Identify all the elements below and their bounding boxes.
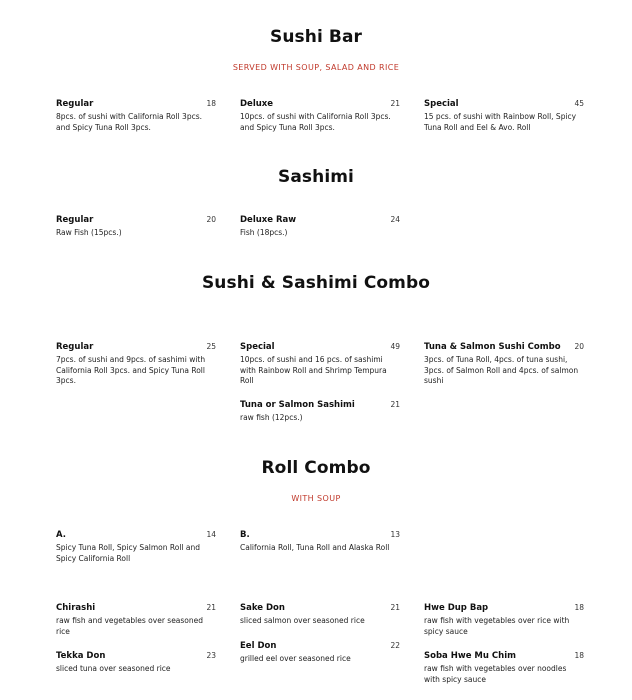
item-description: Spicy Tuna Roll, Spicy Salmon Roll and Spicy California Roll [56,543,201,563]
item-description: 3pcs. of Tuna Roll, 4pcs. of tuna sushi, 3pcs. of Salmon Roll and 4pcs. of salmon sushi [424,355,579,385]
item-price: 14 [206,530,216,539]
item-name: Regular [56,215,94,225]
menu-item-soba-hwe-mu-chim [424,651,584,685]
item-name: Tekka Don [56,651,106,661]
item-name: Eel Don [240,641,277,651]
item-name: Tuna or Salmon Sashimi [240,400,355,410]
section-subtitle-sushi-bar: SERVED WITH SOUP, SALAD AND RICE [232,63,400,72]
item-price: 21 [390,603,400,612]
item-description: raw fish with vegetables over rice with spicy sauce [424,616,570,636]
item-name: Regular [56,342,94,352]
item-description: raw fish with vegetables over noodles with spicy sauce [424,664,567,684]
item-description: 10pcs. of sushi and 16 pcs. of sashimi with Rainbow Roll and Shrimp Tempura Roll [240,355,387,385]
item-name: Soba Hwe Mu Chim [424,651,516,661]
item-description: raw fish (12pcs.) [240,413,303,422]
menu-item-tekka-don [56,651,216,675]
item-price: 21 [390,99,400,108]
item-price: 20 [574,342,584,351]
menu-item-chirashi [56,603,216,637]
menu-item-sashimi-deluxe-raw [240,215,400,239]
item-price: 45 [574,99,584,108]
section-title-sashimi: Sashimi [277,167,354,187]
item-name: Deluxe Raw [240,215,297,225]
item-name: Regular [56,99,94,109]
item-description: Raw Fish (15pcs.) [56,228,122,237]
item-description: Fish (18pcs.) [240,228,288,237]
item-price: 18 [206,99,216,108]
item-name: B. [240,530,250,540]
item-price: 24 [390,215,400,224]
menu-item-combo-special [240,342,400,387]
item-price: 23 [206,651,216,660]
item-name: Special [240,342,275,352]
item-price: 25 [206,342,216,351]
menu-item-sushi-deluxe [240,99,400,133]
item-description: 8pcs. of sushi with California Roll 3pcs. and Spicy Tuna Roll 3pcs. [56,112,202,132]
menu-item-eel-don [240,641,400,665]
menu-item-sushi-special [424,99,584,133]
menu-item-sushi-regular [56,99,216,133]
item-name: Deluxe [240,99,274,109]
item-price: 21 [206,603,216,612]
section-title-roll-combo: Roll Combo [261,458,371,478]
item-description: raw fish and vegetables over seasoned rice [56,616,204,636]
item-price: 49 [390,342,400,351]
item-description: grilled eel over seasoned rice [240,654,351,663]
item-name: Chirashi [56,603,96,613]
menu-item-combo-tuna-salmon [424,342,584,387]
item-description: 15 pcs. of sushi with Rainbow Roll, Spicy Tuna Roll and Eel & Avo. Roll [424,112,577,132]
item-price: 20 [206,215,216,224]
section-title-combo: Sushi & Sashimi Combo [201,273,431,293]
item-price: 18 [574,603,584,612]
item-price: 18 [574,651,584,660]
menu-item-combo-regular [56,342,216,387]
item-description: sliced tuna over seasoned rice [56,664,171,673]
item-name: Hwe Dup Bap [424,603,489,613]
menu-item-roll-b [240,530,400,554]
menu-item-roll-a [56,530,216,564]
item-name: Special [424,99,459,109]
menu-item-combo-sashimi [240,400,400,424]
menu-item-hwe-dup-bap [424,603,584,637]
item-name: Tuna & Salmon Sushi Combo [424,342,561,352]
item-price: 22 [390,641,400,650]
item-name: Sake Don [240,603,285,613]
section-title-sushi-bar: Sushi Bar [269,27,363,47]
item-price: 21 [390,400,400,409]
item-price: 13 [390,530,400,539]
item-description: California Roll, Tuna Roll and Alaska Roll [240,543,390,552]
item-description: sliced salmon over seasoned rice [240,616,365,625]
item-description: 7pcs. of sushi and 9pcs. of sashimi with California Roll 3pcs. and Spicy Tuna Roll 3pcs. [56,355,206,385]
item-description: 10pcs. of sushi with California Roll 3pcs. and Spicy Tuna Roll 3pcs. [240,112,391,132]
item-name: A. [56,530,66,540]
section-subtitle-roll-combo: WITH SOUP [291,494,341,503]
menu-item-sake-don [240,603,400,627]
menu-item-sashimi-regular [56,215,216,239]
